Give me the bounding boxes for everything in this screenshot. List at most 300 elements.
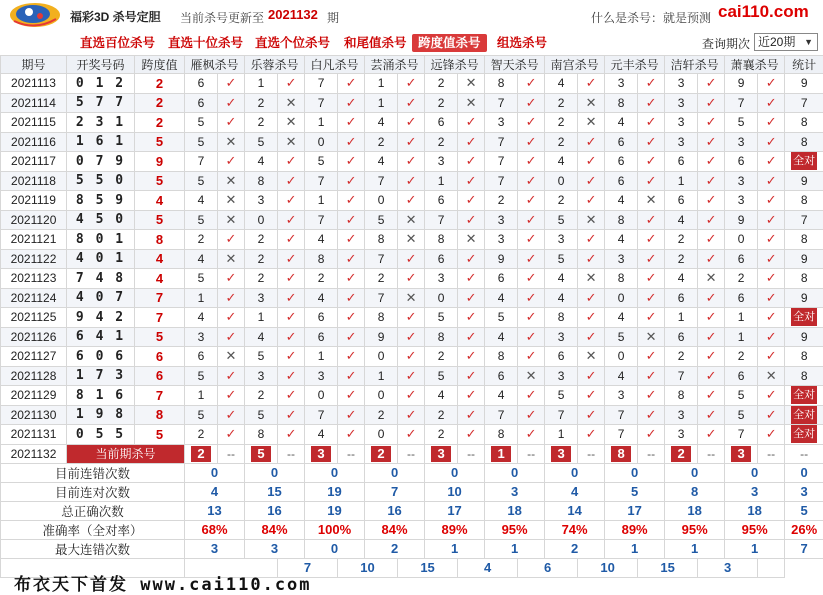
check-icon: ✓ — [458, 405, 485, 425]
check-icon: ✓ — [758, 152, 785, 172]
check-icon: ✓ — [578, 230, 605, 250]
summary-value: 4 — [545, 482, 605, 501]
summary-value: 0 — [305, 539, 365, 558]
span-value: 5 — [135, 171, 185, 191]
check-icon: ✓ — [338, 366, 365, 386]
check-icon: ✓ — [518, 308, 545, 328]
check-icon: ✓ — [758, 386, 785, 406]
summary-value: 0 — [185, 463, 245, 482]
summary-value: 3 — [725, 482, 785, 501]
issue-number: 2021124 — [1, 288, 67, 308]
span-value: 7 — [135, 308, 185, 328]
kill-number: 8 — [485, 74, 518, 94]
check-icon: ✓ — [338, 347, 365, 367]
kill-number: 4 — [605, 230, 638, 250]
summary-value: 10 — [338, 558, 398, 577]
check-icon: ✓ — [278, 288, 305, 308]
kill-number: 8 — [545, 308, 578, 328]
column-header: 元丰杀号 — [605, 56, 665, 74]
check-icon: ✓ — [638, 366, 665, 386]
kill-number: 1 — [725, 308, 758, 328]
kill-number: 4 — [485, 288, 518, 308]
cross-icon: ✕ — [758, 366, 785, 386]
table-row — [1, 405, 823, 425]
table-row — [1, 74, 823, 94]
check-icon: ✓ — [218, 113, 245, 133]
cross-icon: ✕ — [578, 93, 605, 113]
summary-value: 0 — [365, 463, 425, 482]
check-icon: ✓ — [398, 386, 425, 406]
kill-number: 2 — [245, 269, 278, 289]
summary-value: 3 — [485, 482, 545, 501]
check-icon: ✓ — [758, 347, 785, 367]
check-icon: ✓ — [278, 269, 305, 289]
check-icon: ✓ — [458, 113, 485, 133]
current-kill-cell — [725, 444, 758, 463]
kill-number: 7 — [485, 405, 518, 425]
check-icon: ✓ — [398, 93, 425, 113]
kill-number: 0 — [605, 347, 638, 367]
check-icon: ✓ — [698, 210, 725, 230]
help-link[interactable]: 什么是杀号：就是预测 — [591, 11, 712, 25]
span-value: 2 — [135, 93, 185, 113]
check-icon: ✓ — [638, 386, 665, 406]
pending-result: -- — [758, 444, 785, 463]
check-icon: ✓ — [578, 191, 605, 211]
check-icon: ✓ — [338, 230, 365, 250]
kill-number: 1 — [365, 74, 398, 94]
check-icon: ✓ — [398, 425, 425, 445]
logo-icon — [8, 1, 62, 29]
draw-number: 8 1 6 — [67, 386, 135, 406]
check-icon: ✓ — [578, 171, 605, 191]
check-icon: ✓ — [698, 386, 725, 406]
check-icon: ✓ — [758, 132, 785, 152]
kill-number: 8 — [305, 249, 338, 269]
check-icon: ✓ — [638, 269, 665, 289]
span-value: 4 — [135, 191, 185, 211]
stat-cell: 8 — [785, 113, 823, 133]
issue-number: 2021115 — [1, 113, 67, 133]
tab-sum-tail-kill[interactable]: 和尾值杀号 — [344, 36, 407, 50]
cross-icon: ✕ — [218, 191, 245, 211]
tab-hundreds-kill[interactable]: 直选百位杀号 — [80, 36, 156, 50]
summary-value: 17 — [605, 501, 665, 520]
check-icon: ✓ — [338, 405, 365, 425]
tab-group-kill[interactable]: 组选杀号 — [497, 36, 548, 50]
check-icon: ✓ — [278, 425, 305, 445]
check-icon: ✓ — [698, 288, 725, 308]
all-correct-badge: 全对 — [791, 152, 817, 170]
kill-number: 6 — [185, 93, 218, 113]
check-icon: ✓ — [758, 191, 785, 211]
kill-number: 6 — [605, 171, 638, 191]
kill-number: 8 — [425, 230, 458, 250]
issue-number: 2021130 — [1, 405, 67, 425]
kill-number: 4 — [185, 191, 218, 211]
kill-number: 2 — [545, 93, 578, 113]
issue-number: 2021122 — [1, 249, 67, 269]
cross-icon: ✕ — [638, 191, 665, 211]
current-kill-cell — [425, 444, 458, 463]
kill-number: 7 — [485, 152, 518, 172]
kill-number: 3 — [485, 230, 518, 250]
summary-value: 5 — [605, 482, 665, 501]
summary-value: 10 — [425, 482, 485, 501]
kill-number: 5 — [185, 132, 218, 152]
pending-result: -- — [398, 444, 425, 463]
current-kill-cell — [485, 444, 518, 463]
kill-number: 6 — [425, 249, 458, 269]
kill-number: 8 — [605, 269, 638, 289]
summary-value: 6 — [518, 558, 578, 577]
kill-number: 5 — [185, 113, 218, 133]
span-value: 5 — [135, 210, 185, 230]
pending-result: -- — [518, 444, 545, 463]
check-icon: ✓ — [518, 327, 545, 347]
kill-number: 8 — [485, 425, 518, 445]
kill-number: 1 — [365, 366, 398, 386]
current-kill-number: 8 — [611, 446, 631, 462]
draw-number: 2 3 1 — [67, 113, 135, 133]
summary-value: 95% — [665, 520, 725, 539]
kill-number: 7 — [305, 74, 338, 94]
check-icon: ✓ — [578, 366, 605, 386]
check-icon: ✓ — [398, 191, 425, 211]
tab-span-kill[interactable]: 跨度值杀号 — [412, 34, 487, 52]
span-value: 9 — [135, 152, 185, 172]
kill-number: 3 — [245, 366, 278, 386]
kill-number: 7 — [305, 93, 338, 113]
kill-number: 6 — [485, 366, 518, 386]
check-icon: ✓ — [398, 152, 425, 172]
check-icon: ✓ — [338, 93, 365, 113]
kill-number: 9 — [725, 74, 758, 94]
kill-number: 7 — [365, 171, 398, 191]
kill-number: 2 — [485, 191, 518, 211]
column-header: 远锋杀号 — [425, 56, 485, 74]
kill-number: 7 — [485, 171, 518, 191]
draw-number: 4 0 7 — [67, 288, 135, 308]
span-value: 4 — [135, 269, 185, 289]
summary-stat — [758, 558, 785, 577]
summary-value: 19 — [305, 501, 365, 520]
check-icon: ✓ — [338, 269, 365, 289]
check-icon: ✓ — [458, 132, 485, 152]
summary-value: 8 — [665, 482, 725, 501]
summary-value: 16 — [365, 501, 425, 520]
kill-number: 7 — [425, 210, 458, 230]
stat-cell: 7 — [785, 210, 823, 230]
kill-number: 2 — [725, 347, 758, 367]
check-icon: ✓ — [398, 74, 425, 94]
current-issue-number: 2021132 — [1, 444, 67, 463]
summary-value: 7 — [365, 482, 425, 501]
draw-number: 5 7 7 — [67, 93, 135, 113]
summary-value: 19 — [305, 482, 365, 501]
period-select[interactable] — [754, 33, 818, 51]
brand-url[interactable]: cai110.com — [718, 2, 809, 21]
check-icon: ✓ — [398, 171, 425, 191]
kill-number: 3 — [245, 191, 278, 211]
kill-number: 1 — [305, 113, 338, 133]
header-bar — [0, 0, 823, 30]
kill-number: 7 — [185, 152, 218, 172]
kill-number: 5 — [485, 308, 518, 328]
tab-tens-kill[interactable]: 直选十位杀号 — [168, 36, 244, 50]
check-icon: ✓ — [398, 405, 425, 425]
kill-number: 3 — [545, 327, 578, 347]
all-correct-badge: 全对 — [791, 425, 817, 443]
kill-number: 2 — [185, 425, 218, 445]
kill-number: 4 — [545, 288, 578, 308]
column-header: 智天杀号 — [485, 56, 545, 74]
kill-number: 6 — [545, 347, 578, 367]
check-icon: ✓ — [638, 249, 665, 269]
kill-number: 2 — [425, 93, 458, 113]
kill-number: 3 — [665, 113, 698, 133]
kill-number: 8 — [665, 386, 698, 406]
kill-number: 3 — [485, 210, 518, 230]
cross-icon: ✕ — [578, 113, 605, 133]
kill-number: 6 — [665, 327, 698, 347]
kill-number: 5 — [185, 269, 218, 289]
kill-number: 5 — [185, 210, 218, 230]
kill-number: 2 — [305, 269, 338, 289]
kill-number: 9 — [725, 210, 758, 230]
check-icon: ✓ — [458, 425, 485, 445]
current-kill-cell — [365, 444, 398, 463]
kill-number: 3 — [665, 74, 698, 94]
check-icon: ✓ — [518, 405, 545, 425]
kill-number: 4 — [605, 191, 638, 211]
current-kill-number: 2 — [671, 446, 691, 462]
cross-icon: ✕ — [278, 113, 305, 133]
kill-number: 7 — [725, 425, 758, 445]
check-icon: ✓ — [518, 113, 545, 133]
check-icon: ✓ — [698, 347, 725, 367]
kill-number: 5 — [545, 249, 578, 269]
kill-number: 8 — [245, 425, 278, 445]
span-value: 6 — [135, 366, 185, 386]
table-row — [1, 386, 823, 406]
check-icon: ✓ — [278, 210, 305, 230]
column-header: 雁枫杀号 — [185, 56, 245, 74]
summary-value: 7 — [278, 558, 338, 577]
kill-number: 2 — [185, 230, 218, 250]
summary-stat: 5 — [785, 501, 823, 520]
stat-cell: 8 — [785, 366, 823, 386]
summary-value: 2 — [545, 539, 605, 558]
kill-number: 6 — [725, 152, 758, 172]
issue-number: 2021114 — [1, 93, 67, 113]
current-kill-number: 5 — [251, 446, 271, 462]
kill-number: 4 — [185, 249, 218, 269]
stat-cell: 9 — [785, 74, 823, 94]
kill-number: 0 — [365, 425, 398, 445]
issue-number: 2021118 — [1, 171, 67, 191]
check-icon: ✓ — [758, 93, 785, 113]
kill-number: 7 — [725, 93, 758, 113]
kill-number: 5 — [245, 132, 278, 152]
column-header: 白凡杀号 — [305, 56, 365, 74]
check-icon: ✓ — [338, 249, 365, 269]
summary-value: 84% — [245, 520, 305, 539]
issue-number: 2021113 — [1, 74, 67, 94]
kill-number: 2 — [245, 386, 278, 406]
update-label: 当前杀号更新至 — [180, 11, 265, 25]
summary-value: 18 — [725, 501, 785, 520]
kill-number: 6 — [185, 347, 218, 367]
check-icon: ✓ — [518, 386, 545, 406]
check-icon: ✓ — [638, 308, 665, 328]
column-header: 跨度值 — [135, 56, 185, 74]
kill-number: 7 — [365, 249, 398, 269]
check-icon: ✓ — [758, 288, 785, 308]
summary-label: 目前连对次数 — [1, 482, 185, 501]
column-header: 统计 — [785, 56, 823, 74]
check-icon: ✓ — [338, 171, 365, 191]
table-row — [1, 191, 823, 211]
check-icon: ✓ — [218, 230, 245, 250]
check-icon: ✓ — [278, 386, 305, 406]
kill-number: 3 — [305, 366, 338, 386]
draw-number: 6 4 1 — [67, 327, 135, 347]
kill-number: 7 — [545, 405, 578, 425]
kill-number: 1 — [185, 288, 218, 308]
column-header: 芸涌杀号 — [365, 56, 425, 74]
issue-number: 2021129 — [1, 386, 67, 406]
check-icon: ✓ — [518, 191, 545, 211]
kill-number: 3 — [605, 249, 638, 269]
check-icon: ✓ — [458, 386, 485, 406]
check-icon: ✓ — [758, 308, 785, 328]
kill-number: 3 — [725, 191, 758, 211]
check-icon: ✓ — [218, 405, 245, 425]
kill-number: 2 — [425, 425, 458, 445]
summary-value: 0 — [425, 463, 485, 482]
check-icon: ✓ — [218, 152, 245, 172]
footer-watermark: 布衣天下首发 www.cai110.com — [14, 575, 312, 595]
summary-value: 2 — [365, 539, 425, 558]
issue-number: 2021119 — [1, 191, 67, 211]
summary-value: 89% — [605, 520, 665, 539]
span-value: 2 — [135, 74, 185, 94]
check-icon: ✓ — [278, 366, 305, 386]
check-icon: ✓ — [458, 269, 485, 289]
kill-number: 6 — [725, 366, 758, 386]
summary-value: 1 — [605, 539, 665, 558]
kill-number: 1 — [185, 386, 218, 406]
span-value: 5 — [135, 132, 185, 152]
kill-number: 3 — [665, 132, 698, 152]
summary-label: 目前连错次数 — [1, 463, 185, 482]
pending-result: -- — [578, 444, 605, 463]
kill-number: 4 — [305, 425, 338, 445]
cross-icon: ✕ — [638, 327, 665, 347]
cross-icon: ✕ — [398, 230, 425, 250]
stat-cell: 9 — [785, 171, 823, 191]
check-icon: ✓ — [638, 347, 665, 367]
check-icon: ✓ — [518, 210, 545, 230]
kill-number: 0 — [305, 132, 338, 152]
summary-value: 3 — [185, 539, 245, 558]
cross-icon: ✕ — [698, 269, 725, 289]
span-value: 6 — [135, 347, 185, 367]
draw-number: 0 1 2 — [67, 74, 135, 94]
check-icon: ✓ — [638, 171, 665, 191]
check-icon: ✓ — [758, 269, 785, 289]
kill-number: 9 — [485, 249, 518, 269]
cross-icon: ✕ — [218, 132, 245, 152]
summary-value: 100% — [305, 520, 365, 539]
check-icon: ✓ — [698, 366, 725, 386]
kill-number: 1 — [425, 171, 458, 191]
check-icon: ✓ — [278, 308, 305, 328]
check-icon: ✓ — [638, 405, 665, 425]
table-row — [1, 288, 823, 308]
kill-number: 6 — [665, 191, 698, 211]
column-header: 洁轩杀号 — [665, 56, 725, 74]
current-kill-cell — [665, 444, 698, 463]
current-kill-number: 3 — [311, 446, 331, 462]
pending-stat: -- — [785, 444, 823, 463]
pending-result: -- — [458, 444, 485, 463]
kill-number: 5 — [365, 210, 398, 230]
kill-number: 6 — [485, 269, 518, 289]
kill-number: 5 — [185, 405, 218, 425]
kill-number: 0 — [425, 288, 458, 308]
span-value: 7 — [135, 386, 185, 406]
draw-number: 0 5 5 — [67, 425, 135, 445]
summary-value: 0 — [545, 463, 605, 482]
check-icon: ✓ — [518, 269, 545, 289]
stat-cell: 8 — [785, 347, 823, 367]
check-icon: ✓ — [518, 230, 545, 250]
column-header: 萧襄杀号 — [725, 56, 785, 74]
check-icon: ✓ — [398, 132, 425, 152]
span-kill-table — [0, 55, 823, 578]
check-icon: ✓ — [398, 113, 425, 133]
kill-number: 3 — [605, 386, 638, 406]
kill-number: 6 — [425, 191, 458, 211]
check-icon: ✓ — [698, 74, 725, 94]
table-row — [1, 113, 823, 133]
table-row — [1, 152, 823, 172]
kill-number: 8 — [365, 308, 398, 328]
cross-icon: ✕ — [398, 210, 425, 230]
tab-units-kill[interactable]: 直选个位杀号 — [255, 36, 331, 50]
check-icon: ✓ — [518, 74, 545, 94]
summary-value: 68% — [185, 520, 245, 539]
issue-number: 2021127 — [1, 347, 67, 367]
kill-number: 0 — [365, 386, 398, 406]
kill-number: 7 — [305, 210, 338, 230]
check-icon: ✓ — [638, 152, 665, 172]
current-kill-number: 3 — [551, 446, 571, 462]
summary-value: 0 — [245, 463, 305, 482]
kill-number: 4 — [545, 269, 578, 289]
kill-number: 5 — [725, 386, 758, 406]
current-kill-number: 3 — [731, 446, 751, 462]
kill-number: 2 — [545, 132, 578, 152]
summary-value: 15 — [398, 558, 458, 577]
check-icon: ✓ — [458, 152, 485, 172]
kill-number: 4 — [305, 230, 338, 250]
check-icon: ✓ — [518, 347, 545, 367]
kill-number: 5 — [245, 347, 278, 367]
stat-cell: 8 — [785, 132, 823, 152]
